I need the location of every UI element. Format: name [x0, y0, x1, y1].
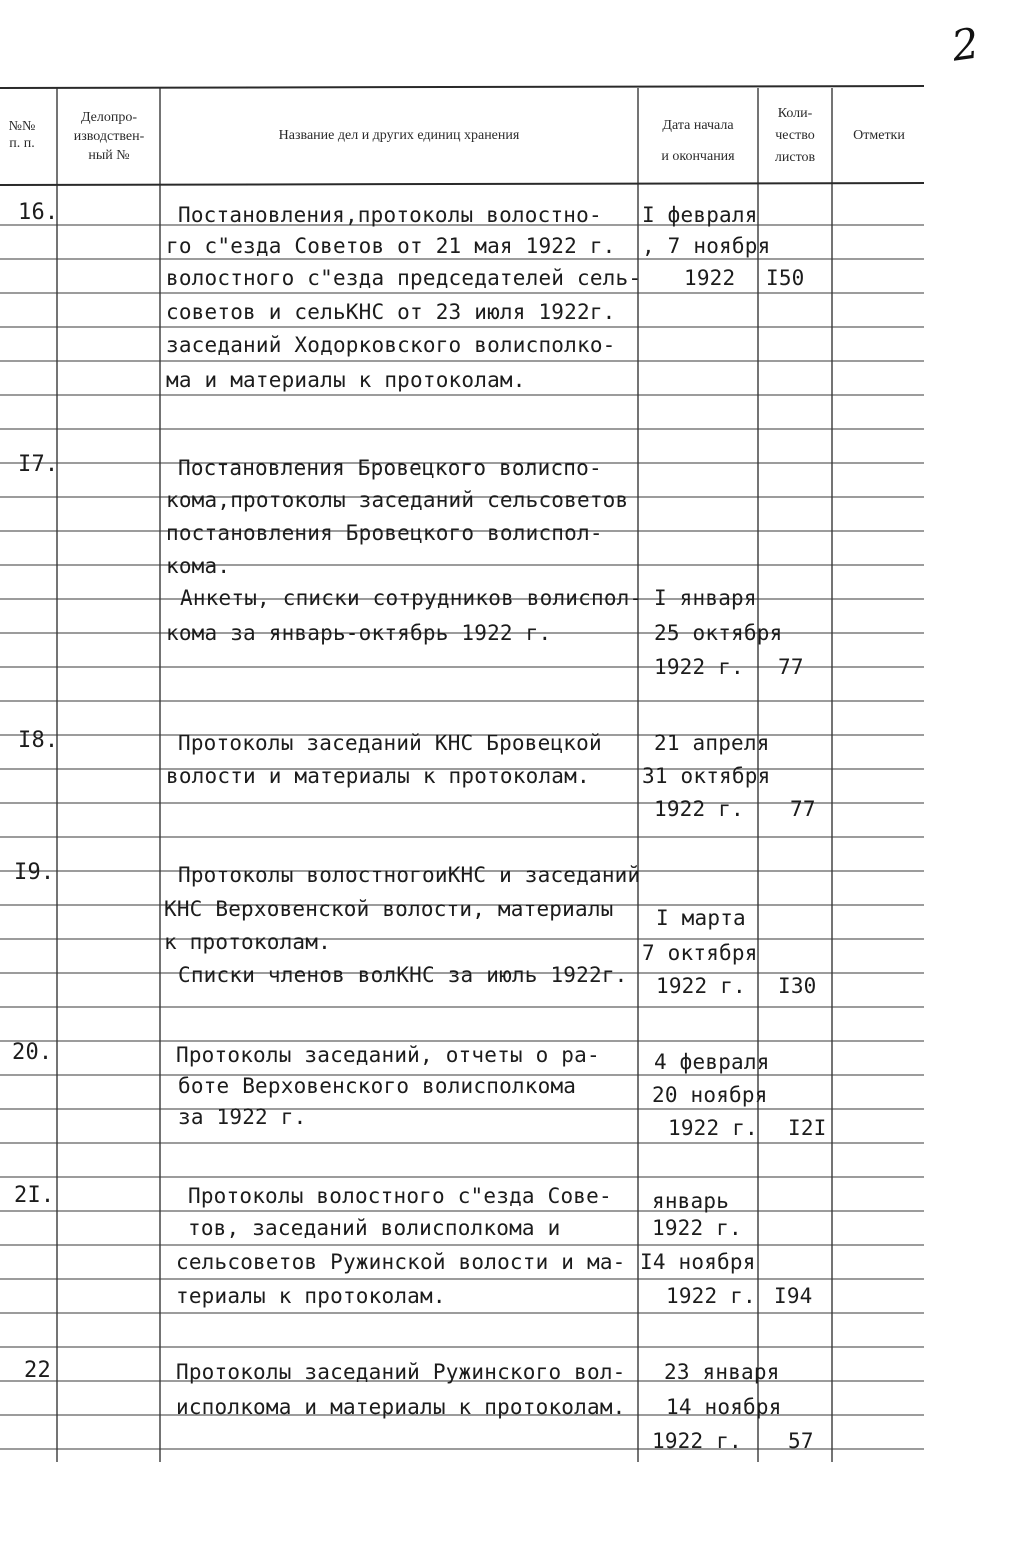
- entry-sheet-count: 77: [778, 655, 804, 679]
- header-office-number: Делопро- изводствен- ный №: [73, 110, 145, 163]
- entry-date: 4 февраля: [654, 1050, 770, 1074]
- entry-date: 1922: [684, 266, 736, 290]
- entry-date: 7 октября: [642, 941, 758, 965]
- entry-title-line: Анкеты, списки сотрудников волиспол-: [180, 586, 643, 610]
- entry-number: 16.: [18, 200, 59, 225]
- entry-title-line: за 1922 г.: [178, 1105, 307, 1129]
- entry-title-line: Протоколы заседаний КНС Бровецкой: [178, 731, 602, 755]
- entry-title-line: боте Верховенского волисполкома: [178, 1074, 577, 1098]
- entry-title-line: Протоколы волостного с"езда Сове-: [188, 1184, 612, 1208]
- entry-title-line: кома.: [166, 554, 231, 578]
- entry-title-line: Постановления Бровецкого волиспо-: [178, 456, 602, 480]
- entry-title-line: Протоколы заседаний, отчеты о ра-: [176, 1043, 600, 1067]
- entry-date: 21 апреля: [654, 731, 770, 755]
- entry-sheet-count: I94: [774, 1284, 813, 1308]
- entry-date: 14 ноября: [666, 1395, 782, 1419]
- header-notes: Отметки: [853, 128, 905, 143]
- entry-number: I8.: [18, 728, 59, 753]
- entry-date: 31 октября: [642, 764, 771, 788]
- entry-title-line: тов, заседаний волисполкома и: [188, 1216, 561, 1240]
- entry-sheet-count: 77: [790, 797, 816, 821]
- entry-date: 1922 г.: [654, 655, 744, 679]
- entry-title-line: ма и материалы к протоколам.: [166, 368, 526, 392]
- entry-title-line: териалы к протоколам.: [176, 1284, 446, 1308]
- entry-title-line: Списки членов волКНС за июль 1922г.: [178, 963, 628, 987]
- entry-number: 20.: [12, 1040, 53, 1065]
- entry-title-line: го с"езда Советов от 21 мая 1922 г.: [166, 234, 616, 258]
- entry-number: I9.: [14, 860, 55, 885]
- header-sheet-count: Коли- чество листов: [774, 106, 816, 165]
- entry-sheet-count: I50: [766, 266, 805, 290]
- entry-date: январь: [652, 1189, 730, 1213]
- header-dates: Дата начала и окончания: [661, 118, 735, 164]
- entry-date: 1922 г.: [652, 1429, 742, 1453]
- entry-date: 1922 г.: [656, 974, 746, 998]
- entry-title-line: исполкома и материалы к протоколам.: [176, 1395, 626, 1419]
- entry-title-line: советов и сельКНС от 23 июля 1922г.: [166, 300, 616, 324]
- entry-date: 25 октября: [654, 621, 783, 645]
- entry-number: 22: [24, 1358, 51, 1383]
- entry-number: 2I.: [14, 1183, 55, 1208]
- entry-title-line: кома,протоколы заседаний сельсоветов: [166, 488, 629, 512]
- entry-date: 1922 г.: [654, 797, 744, 821]
- entry-title-line: КНС Верховенской волости, материалы: [164, 897, 614, 921]
- entry-title-line: волостного с"езда председателей сель-: [166, 266, 642, 290]
- entry-date: 1922 г.: [668, 1116, 758, 1140]
- header-title: Название дел и других единиц хранения: [278, 128, 520, 143]
- entry-title-line: сельсоветов Ружинской волости и ма-: [176, 1250, 626, 1274]
- page-number: 2: [948, 18, 983, 71]
- entry-date: I февраля: [642, 203, 758, 227]
- entry-date: 23 января: [664, 1360, 780, 1384]
- entry-sheet-count: 57: [788, 1429, 814, 1453]
- entry-date: 20 ноября: [652, 1083, 768, 1107]
- entry-sheet-count: I2I: [788, 1116, 827, 1140]
- entry-number: I7.: [18, 452, 59, 477]
- entry-title-line: заседаний Ходорковского волисполко-: [166, 333, 616, 357]
- entry-date: , 7 ноября: [642, 234, 771, 258]
- entry-sheet-count: I30: [778, 974, 817, 998]
- entry-date: I марта: [656, 906, 746, 930]
- entry-date: 1922 г.: [666, 1284, 756, 1308]
- entry-date: I января: [654, 586, 757, 610]
- entry-title-line: к протоколам.: [164, 930, 331, 954]
- entry-title-line: Протоколы заседаний Ружинского вол-: [176, 1360, 626, 1384]
- entry-title-line: Протоколы волостногоиКНС и заседаний: [178, 863, 641, 887]
- header-num: №№ п. п.: [8, 119, 36, 151]
- entry-title-line: постановления Бровецкого волиспол-: [166, 521, 603, 545]
- entry-title-line: Постановления,протоколы волостно-: [178, 203, 602, 227]
- entry-date: I4 ноября: [640, 1250, 756, 1274]
- entry-title-line: кома за январь-октябрь 1922 г.: [166, 621, 552, 645]
- entry-title-line: волости и материалы к протоколам.: [166, 764, 590, 788]
- entry-date: 1922 г.: [652, 1216, 742, 1240]
